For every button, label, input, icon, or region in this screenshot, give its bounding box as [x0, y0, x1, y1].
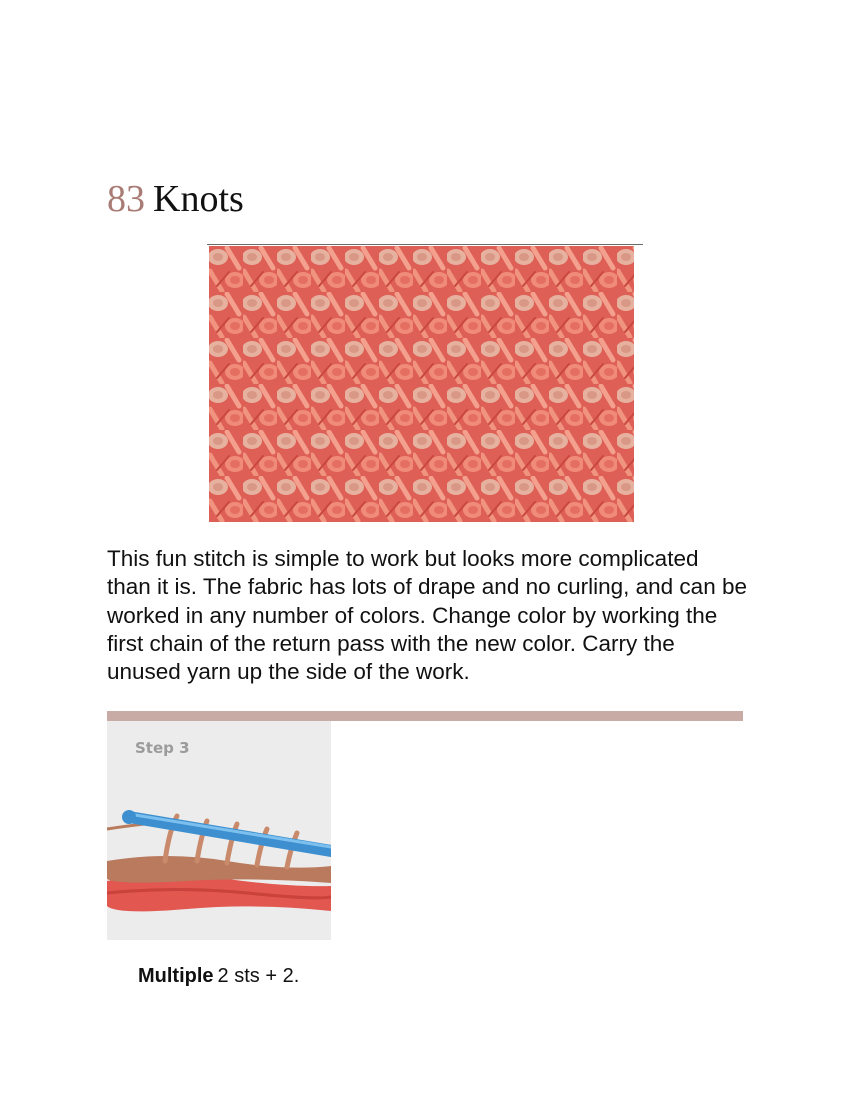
multiple-value: 2 sts + 2.: [217, 965, 300, 987]
stitch-number: 83: [107, 178, 145, 220]
swatch-top-rule: [207, 244, 643, 245]
step-3-photo: [107, 721, 331, 940]
step-label: Step 3: [135, 739, 190, 757]
section-divider-band: [107, 711, 743, 721]
stitch-name: Knots: [153, 178, 244, 220]
multiple-label: Multiple: [138, 965, 214, 987]
stitch-description: This fun stitch is simple to work but looks more complicated than it is. The fabric has lots of drape and no curling, and can be worked in any number of colors. Change color by working the first chain of the return pass with the new color. Carry the unused yarn up the side of the work.: [107, 546, 747, 685]
multiple-note: [138, 963, 299, 989]
page-title: [107, 176, 244, 222]
stitch-swatch-photo: [209, 246, 634, 522]
